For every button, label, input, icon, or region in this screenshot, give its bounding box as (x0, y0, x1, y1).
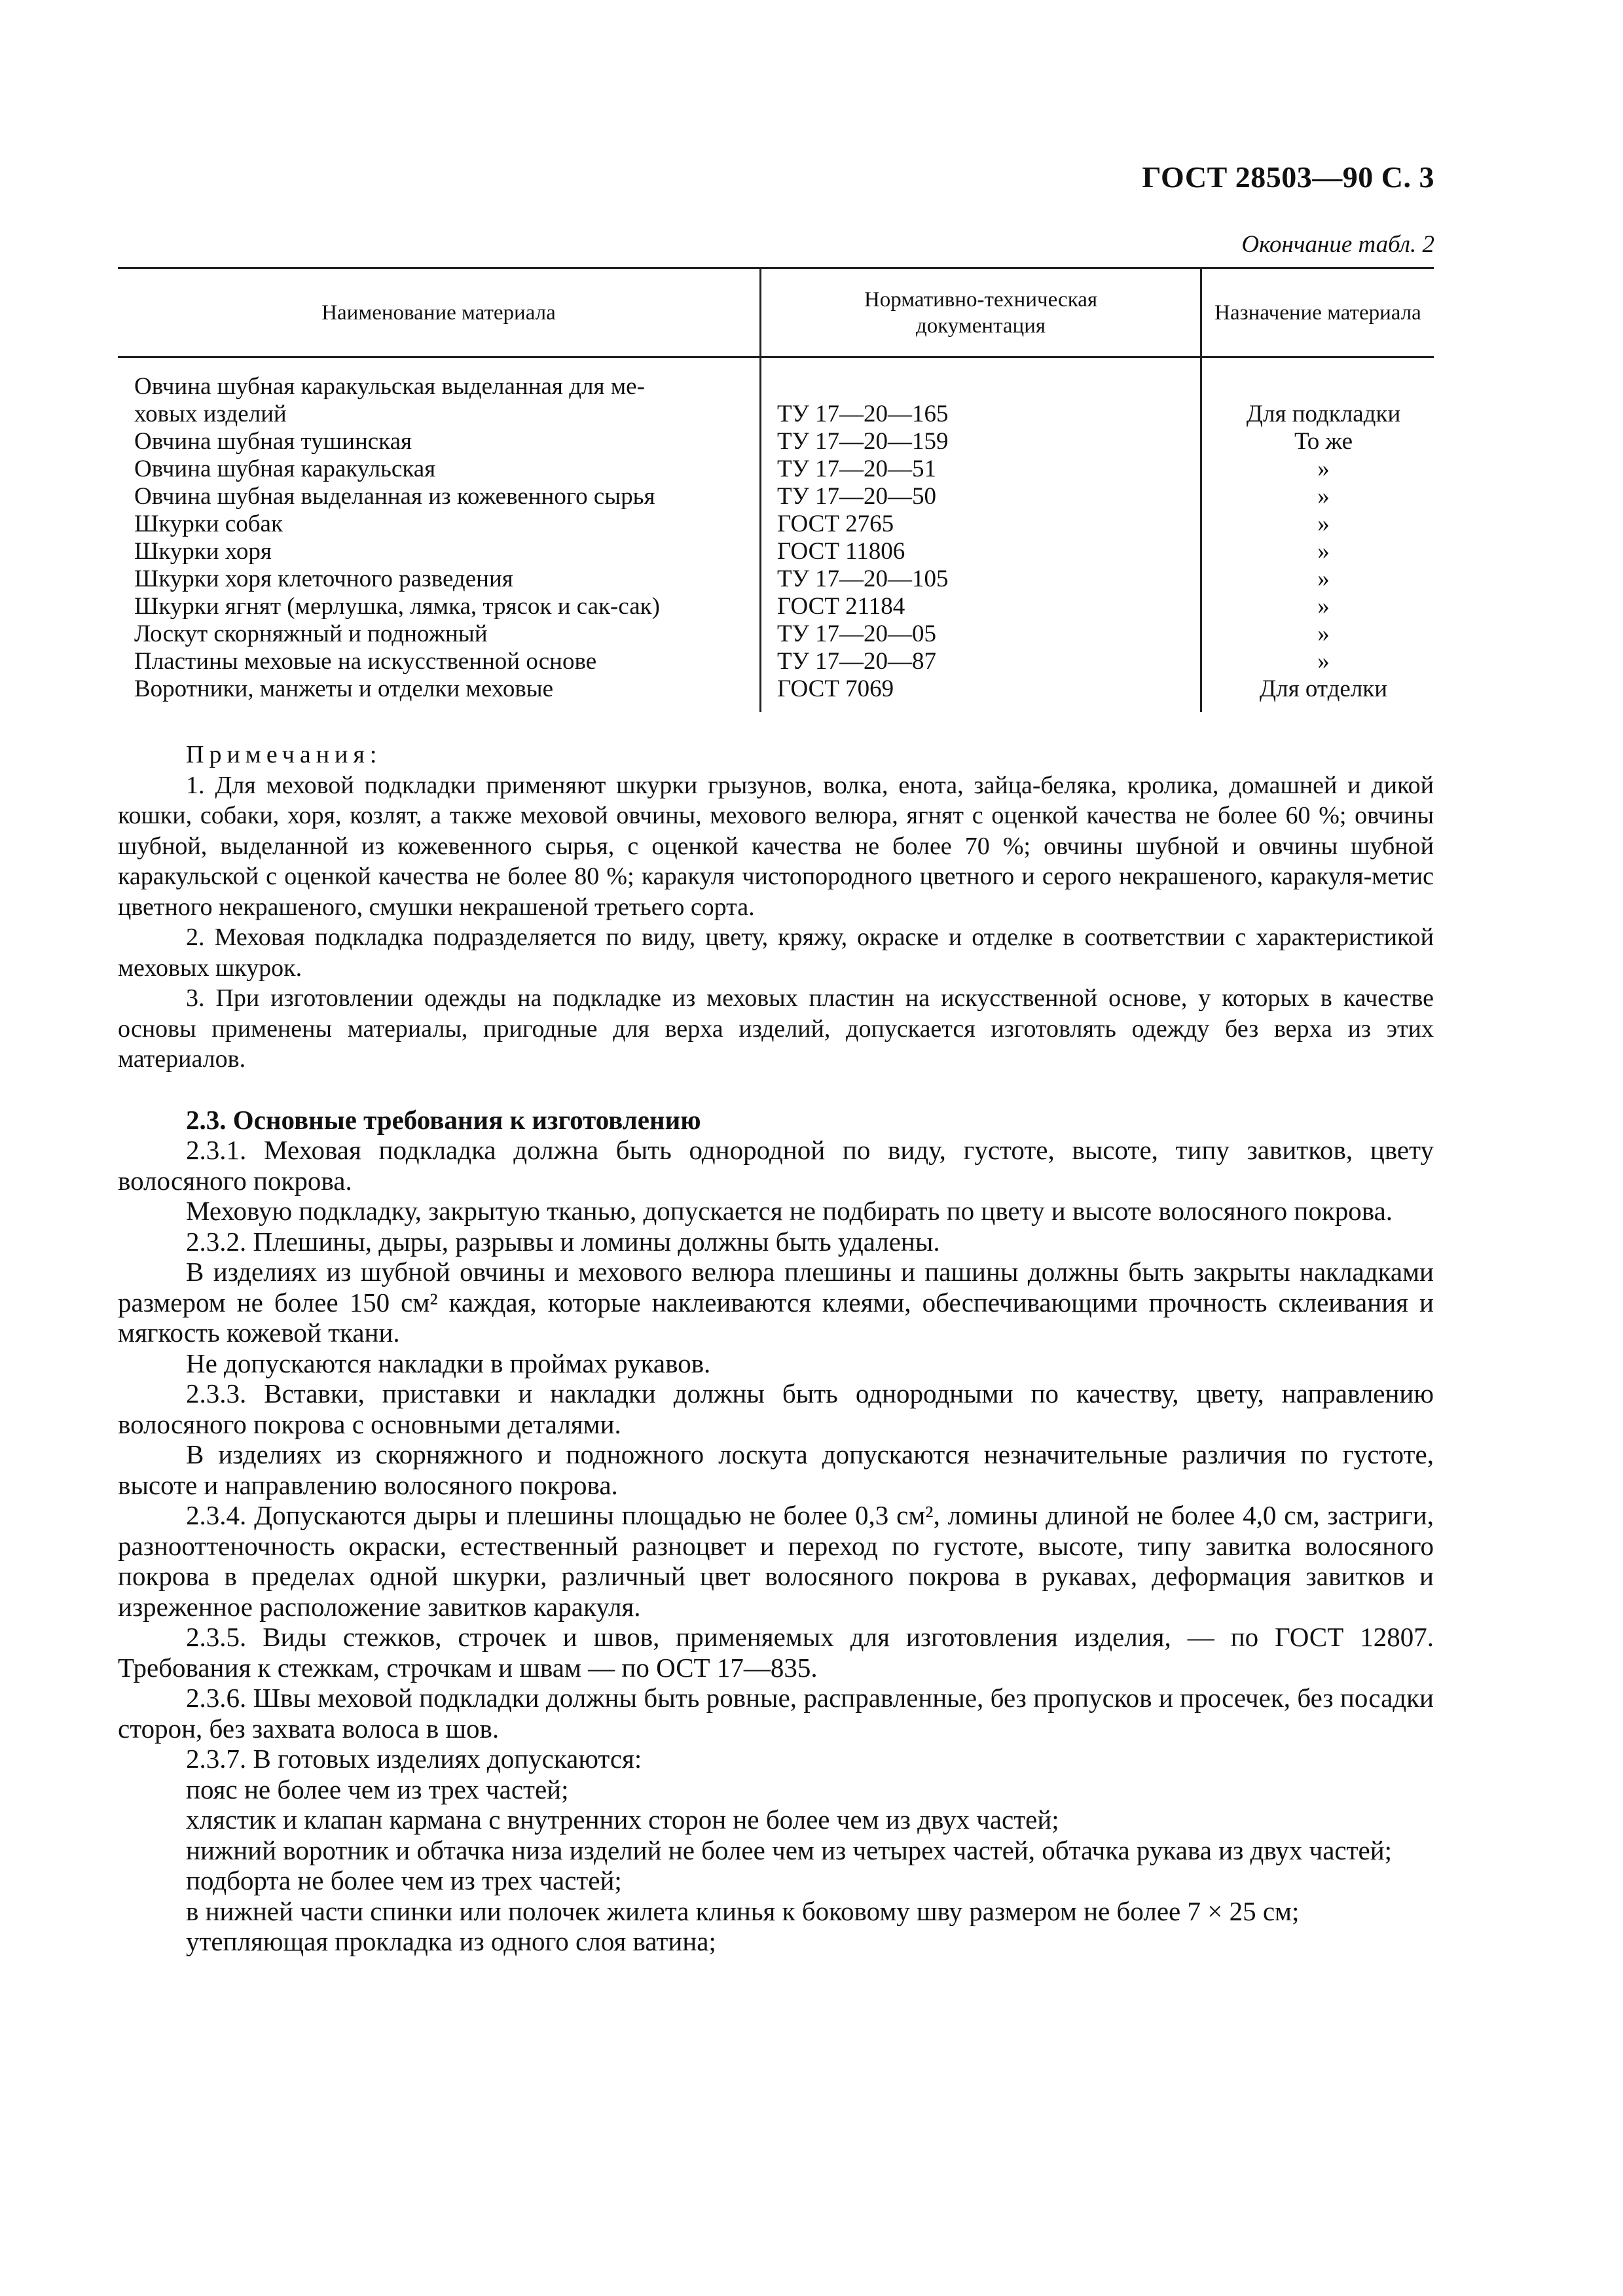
table-column-material (134, 373, 874, 703)
table-cell: ГОСТ 2765 (777, 511, 894, 537)
document-body (118, 740, 1434, 1957)
table-cell: » (1317, 565, 1330, 592)
table-cell: Шкурки ягнят (мерлушка, лямка, трясок и сак-сак) (134, 593, 660, 620)
table-cell: » (1317, 620, 1330, 647)
paragraph: подборта не более чем из трех частей; (186, 1865, 622, 1895)
table-cell: Шкурки хоря (134, 538, 272, 565)
table-cell: Для отделки (1259, 675, 1388, 702)
table-cell: ГОСТ 11806 (777, 538, 905, 565)
materials-table (118, 267, 1434, 712)
table-cell: » (1317, 593, 1330, 620)
table-cell: ТУ 17—20—87 (777, 648, 937, 675)
table-cell: ховых изделий (134, 401, 287, 427)
table-continuation-label: Окончание табл. 2 (1241, 231, 1434, 258)
table-cell: ТУ 17—20—105 (777, 565, 949, 592)
table-cell: ТУ 17—20—05 (777, 620, 937, 647)
table-cell: » (1317, 483, 1330, 510)
table-cell: » (1317, 648, 1330, 675)
table-cell: » (1317, 538, 1330, 565)
table-cell: ТУ 17—20—165 (777, 401, 949, 427)
paragraph: 2.3.1. Меховая подкладка должна быть однородной по виду, густоте, высоте, типу завитков, цвету волосяного покрова. (118, 1135, 1434, 1196)
table-cell: Овчина шубная выделанная из кожевенного сырья (134, 483, 655, 510)
paragraph: пояс не более чем из трех частей; (186, 1774, 569, 1804)
paragraph: 2.3.3. Вставки, приставки и накладки должны быть однородными по качеству, цвету, направлению волосяного покрова с основными деталями. (118, 1378, 1434, 1439)
note-item: 2. Меховая подкладка подразделяется по виду, цвету, кряжу, окраске и отделке в соответствии с характеристикой меховых шкурок. (118, 924, 1434, 982)
table-column-documentation (777, 401, 1170, 703)
table-cell: » (1317, 511, 1330, 537)
paragraph: 2.3.6. Швы меховой подкладки должны быть ровные, расправленные, без пропусков и просечек, без посадки сторон, без захвата волоса в шов. (118, 1683, 1434, 1744)
table-header-documentation: Нормативно-техническая документация (864, 287, 1098, 338)
paragraph: Меховую подкладку, закрытую тканью, допускается не подбирать по цвету и высоте волосяного покрова. (186, 1196, 1393, 1226)
paragraph: В изделиях из скорняжного и подножного лоскута допускаются незначительные различия по густоте, высоте и направлению волосяного покрова. (118, 1439, 1434, 1500)
table-cell: Овчина шубная каракульская (134, 456, 436, 482)
page-header: ГОСТ 28503—90 С. 3 (1142, 160, 1434, 194)
paragraph: в нижней части спинки или полочек жилета клинья к боковому шву размером не более 7 × 25 см; (186, 1895, 1300, 1926)
table-cell: Шкурки собак (134, 511, 283, 537)
paragraph: 2.3.4. Допускаются дыры и плешины площадью не более 0,3 см², ломины длиной не более 4,0 см, застриги, разнооттеночность окраски, естественный разноцвет и переход по густоте, высоте, типу завитка волосяного покрова в пределах одной шкурки, различный цвет волосяного покрова в рукавах, деформация завитков и изреженное расположение завитков каракуля. (118, 1500, 1434, 1622)
paragraph: 2.3.5. Виды стежков, строчек и швов, применяемых для изготовления изделия, — по ГОСТ 12807. Требования к стежкам, строчкам и швам — по ОСТ 17—835. (118, 1622, 1434, 1683)
paragraph: 2.3.2. Плешины, дыры, разрывы и ломины должны быть удалены. (186, 1226, 940, 1257)
paragraph: В изделиях из шубной овчины и мехового велюра плешины и пашины должны быть закрыты накладками размером не более 150 см² каждая, которые наклеиваются клеями, обеспечивающими прочность склеивания и мягкость кожевой ткани. (118, 1257, 1434, 1348)
table-cell: » (1317, 456, 1330, 482)
table-cell: Воротники, манжеты и отделки меховые (134, 675, 554, 702)
table-cell: ГОСТ 21184 (777, 593, 905, 620)
table-cell: ТУ 17—20—159 (777, 428, 949, 455)
paragraph: Не допускаются накладки в проймах рукавов. (186, 1348, 711, 1378)
table-header-material: Наименование материала (321, 300, 556, 325)
table-cell: Овчина шубная каракульская выделанная для ме- (134, 373, 645, 400)
table-cell: Для подкладки (1246, 401, 1401, 427)
paragraph: нижний воротник и обтачка низа изделий не более чем из четырех частей, обтачка рукава из двух частей; (186, 1835, 1393, 1865)
table-cell: Шкурки хоря клеточного разведения (134, 565, 513, 592)
paragraph: хлястик и клапан кармана с внутренних сторон не более чем из двух частей; (186, 1804, 1059, 1835)
note-item: 3. При изготовлении одежды на подкладке из меховых пластин на искусственной основе, у которых в качестве основы применены материалы, пригодные для верха изделий, допускается изготовлять одежду без верха из этих материалов. (118, 984, 1434, 1073)
paragraph: 2.3.7. В готовых изделиях допускаются: (186, 1744, 642, 1774)
section-heading: 2.3. Основные требования к изготовлению (186, 1104, 701, 1135)
spacer (118, 1075, 1434, 1105)
table-cell: ТУ 17—20—51 (777, 456, 937, 482)
table-header-rule (118, 356, 1434, 358)
table-cell: То же (1294, 428, 1353, 455)
note-item: 1. Для меховой подкладки применяют шкурки грызунов, волка, енота, зайца-беляка, кролика, домашней и дикой кошки, собаки, хоря, козлят, а также меховой овчины, мехового велюра, ягнят с оценкой качества не более 60 %; овчины шубной, выделанной из кожевенного сырья, с оценкой качества не более 70 %; овчины шубной и овчины шубной каракульской с оценкой качества не более 80 %; каракуля чистопородного цветного и серого некрашеного, каракуля-метис цветного некрашеного, смушки некрашеной третьего сорта. (118, 771, 1434, 921)
paragraph: утепляющая прокладка из одного слоя ватина; (186, 1926, 716, 1956)
table-cell: Овчина шубная тушинская (134, 428, 412, 455)
table-notes (118, 740, 1434, 1075)
table-cell: ГОСТ 7069 (777, 675, 894, 702)
table-cell: Лоскут скорняжный и подножный (134, 620, 488, 647)
table-header-purpose: Назначение материала (1214, 300, 1421, 325)
table-cell: Пластины меховые на искусственной основе (134, 648, 597, 675)
table-column-purpose (1213, 401, 1434, 703)
section-2-3 (118, 1105, 1434, 1957)
notes-title: Примечания: (186, 741, 382, 768)
table-cell: ТУ 17—20—50 (777, 483, 937, 510)
